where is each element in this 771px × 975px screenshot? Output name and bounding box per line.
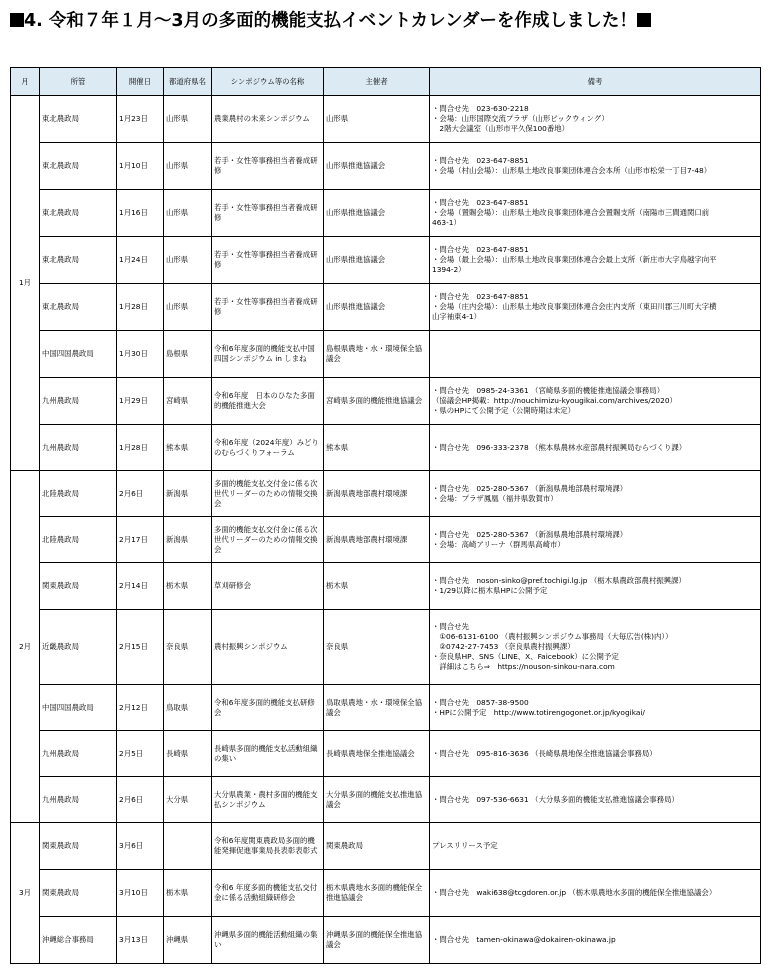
remarks-cell: [430, 731, 761, 777]
date-cell: 1月23日: [117, 96, 164, 143]
prefecture-cell: 新潟県: [164, 471, 212, 517]
organizer-cell: 山形県推進協議会: [324, 143, 430, 190]
organizer-cell: 大分県多面的機能支払推進協議会: [324, 777, 430, 823]
organizer-cell: 島根県農地・水・環境保全協議会: [324, 331, 430, 378]
remark-line: ・問合せ先 023-647-8851: [432, 292, 529, 301]
prefecture-cell: [164, 823, 212, 870]
header-month: 月: [11, 68, 40, 96]
date-cell: 2月12日: [117, 685, 164, 731]
month-cell: 1月: [11, 96, 40, 471]
prefecture-cell: 大分県: [164, 777, 212, 823]
office-cell: 東北農政局: [40, 96, 117, 143]
page-title: [10, 8, 651, 34]
event-name-cell: 長崎県多面的機能支払活動組織の集い: [212, 731, 324, 777]
remark-line: 2階大会議室（山形市平久保100番地）: [432, 124, 570, 133]
organizer-cell: 沖縄県多面的機能保全推進協議会: [324, 917, 430, 964]
date-cell: 2月5日: [117, 731, 164, 777]
prefecture-cell: 島根県: [164, 331, 212, 378]
office-cell: 九州農政局: [40, 731, 117, 777]
date-cell: 1月28日: [117, 425, 164, 471]
table-row: [11, 517, 761, 563]
header-remarks: 備考: [430, 68, 761, 96]
date-cell: 1月16日: [117, 190, 164, 237]
table-row: [11, 143, 761, 190]
organizer-cell: 鳥取県農地・水・環境保全協議会: [324, 685, 430, 731]
remarks-cell: [430, 917, 761, 964]
office-cell: 沖縄総合事務局: [40, 917, 117, 964]
event-name-cell: 若手・女性等事務担当者養成研修: [212, 284, 324, 331]
office-cell: 九州農政局: [40, 425, 117, 471]
remark-line: ・会場（置賜会場）：山形県土地改良事業団体連合会置賜支所（南陽市三間通関口前: [432, 208, 710, 217]
remark-line[interactable]: ・問合せ先 tamen-okinawa@dokairen-okinawa.jp: [432, 935, 616, 944]
office-cell: 九州農政局: [40, 378, 117, 425]
remark-line[interactable]: ・問合せ先 waki638@tcgdoren.or.jp （栃木県農地水多面的機能保全推進協議会）: [432, 888, 717, 897]
event-name-cell: 令和6年度 日本のひなた多面的機能推進大会: [212, 378, 324, 425]
month-cell: 2月: [11, 471, 40, 823]
remarks-cell: [430, 777, 761, 823]
remark-line[interactable]: （協議会HP掲載：http://nouchimizu-kyougikai.com/archives/2020）: [432, 396, 677, 405]
remark-line: ・会場：高崎アリーナ（群馬県高崎市）: [432, 539, 565, 549]
event-name-cell: 農村振興シンポジウム: [212, 610, 324, 685]
event-name-cell: 令和6年度（2024年度）みどりのむらづくりフォーラム: [212, 425, 324, 471]
organizer-cell: 山形県推進協議会: [324, 237, 430, 284]
remark-line: ①06-6131-6100 （農村振興シンポジウム事務局（大毎広告(株)内））: [432, 632, 673, 641]
remarks-cell: [430, 870, 761, 917]
event-name-cell: 令和6年度多面的機能支払中国四国シンポジウム in しまね: [212, 331, 324, 378]
office-cell: 中国四国農政局: [40, 685, 117, 731]
prefecture-cell: 山形県: [164, 190, 212, 237]
table-row: [11, 823, 761, 870]
organizer-cell: 山形県推進協議会: [324, 190, 430, 237]
table-row: [11, 331, 761, 378]
office-cell: 中国四国農政局: [40, 331, 117, 378]
remark-line: ・会場（庄内会場）：山形県土地改良事業団体連合会庄内支所（東田川郡三川町大字横: [432, 302, 717, 311]
table-row: [11, 870, 761, 917]
date-cell: 1月28日: [117, 284, 164, 331]
prefecture-cell: 鳥取県: [164, 685, 212, 731]
office-cell: 北陸農政局: [40, 471, 117, 517]
remark-line: ・奈良県HP、SNS（LINE、X、Faicebook）に公開予定: [432, 652, 619, 661]
remarks-cell: [430, 471, 761, 517]
remark-line: ・問合せ先 023-630-2218: [432, 104, 529, 113]
table-row: [11, 425, 761, 471]
prefecture-cell: 宮崎県: [164, 378, 212, 425]
event-name-cell: 令和6年度関東農政局多面的機能発揮促進事業局長表彰表彰式: [212, 823, 324, 870]
square-bullet-icon: [10, 13, 24, 27]
remark-line: ②0742-27-7453 （奈良県農村振興課）: [432, 642, 575, 651]
office-cell: 関東農政局: [40, 870, 117, 917]
organizer-cell: 栃木県農地水多面的機能保全推進協議会: [324, 870, 430, 917]
organizer-cell: 熊本県: [324, 425, 430, 471]
remark-line: ・1/29以降に栃木県HPに公開予定: [432, 586, 548, 595]
remark-line: ・問合せ先 0985-24-3361 （宮崎県多面的機能推進協議会事務局）: [432, 386, 665, 395]
date-cell: 2月6日: [117, 777, 164, 823]
organizer-cell: 山形県: [324, 96, 430, 143]
remarks-cell: [430, 331, 761, 378]
event-name-cell: 草刈研修会: [212, 563, 324, 610]
remark-line: ・問合せ先 025-280-5367 （新潟県農地部農村環境課）: [432, 529, 628, 539]
remarks-cell: [430, 425, 761, 471]
event-name-cell: 多面的機能支払交付金に係る次世代リーダーのための情報交換会: [212, 471, 324, 517]
organizer-cell: 宮崎県多面的機能推進協議会: [324, 378, 430, 425]
remarks-cell: [430, 237, 761, 284]
remark-line: ・問合せ先 0857-38-9500: [432, 697, 529, 707]
remark-line: ・会場：山形国際交流プラザ（山形ビックウィング）: [432, 114, 609, 123]
prefecture-cell: 栃木県: [164, 870, 212, 917]
remark-line: ・会場：プラザ鳳凰（福井県敦賀市）: [432, 493, 558, 503]
remark-line: ・問合せ先 096-333-2378 （熊本県農林水産部農村振興局むらづくり課）: [432, 442, 687, 452]
table-row: [11, 731, 761, 777]
prefecture-cell: 奈良県: [164, 610, 212, 685]
table-row: [11, 284, 761, 331]
table-row: [11, 917, 761, 964]
remark-line[interactable]: 詳細はこちら⇒ https://nouson-sinkou-nara.com: [432, 662, 615, 671]
remark-line: ・会場（村山会場）：山形県土地改良事業団体連合会本所（山形市松栄一丁目7-48）: [432, 166, 712, 175]
table-row: [11, 471, 761, 517]
prefecture-cell: 長崎県: [164, 731, 212, 777]
prefecture-cell: 山形県: [164, 237, 212, 284]
date-cell: 2月15日: [117, 610, 164, 685]
header-event-name: シンポジウム等の名称: [212, 68, 324, 96]
event-name-cell: 令和6 年度多面的機能支払交付金に係る活動組織研修会: [212, 870, 324, 917]
remark-line: ・会場（最上会場）：山形県土地改良事業団体連合会最上支所（新庄市大字鳥越字向平: [432, 255, 717, 264]
remark-line: ・県のHPにて公開予定（公開時期は未定）: [432, 406, 576, 415]
remark-line: 1394-2）: [432, 265, 466, 274]
event-name-cell: 農業農村の未来シンポジウム: [212, 96, 324, 143]
remark-line: 山字袖東4-1）: [432, 312, 482, 321]
remarks-cell: [430, 563, 761, 610]
office-cell: 北陸農政局: [40, 517, 117, 563]
office-cell: 東北農政局: [40, 190, 117, 237]
remark-line: プレスリリース予定: [432, 841, 498, 850]
remarks-cell: [430, 685, 761, 731]
remark-line: ・問合せ先 023-647-8851: [432, 156, 529, 165]
event-name-cell: 多面的機能支払交付金に係る次世代リーダーのための情報交換会: [212, 517, 324, 563]
organizer-cell: 奈良県: [324, 610, 430, 685]
date-cell: 1月30日: [117, 331, 164, 378]
remark-line: ・問合せ先 023-647-8851: [432, 245, 529, 254]
organizer-cell: 長崎県農地保全推進協議会: [324, 731, 430, 777]
event-name-cell: 若手・女性等事務担当者養成研修: [212, 190, 324, 237]
table-row: [11, 610, 761, 685]
organizer-cell: 栃木県: [324, 563, 430, 610]
table-row: [11, 777, 761, 823]
header-prefecture: 都道府県名: [164, 68, 212, 96]
table-row: [11, 563, 761, 610]
prefecture-cell: 山形県: [164, 143, 212, 190]
remarks-cell: [430, 143, 761, 190]
remark-line[interactable]: ・問合せ先 noson-sinko@pref.tochigi.lg.jp （栃木県農政部農村振興課）: [432, 576, 686, 585]
date-cell: 2月6日: [117, 471, 164, 517]
table-row: [11, 96, 761, 143]
event-name-cell: 沖縄県多面的機能活動組織の集い: [212, 917, 324, 964]
event-calendar-table: [10, 67, 761, 964]
prefecture-cell: 山形県: [164, 284, 212, 331]
remark-line: ・問合せ先 097-536-6631 （大分県多面的機能支払推進協議会事務局）: [432, 794, 679, 804]
office-cell: 東北農政局: [40, 284, 117, 331]
prefecture-cell: 栃木県: [164, 563, 212, 610]
table-header-row: [11, 68, 761, 96]
table-row: [11, 190, 761, 237]
square-bullet-icon: [637, 13, 651, 27]
office-cell: 関東農政局: [40, 823, 117, 870]
header-organizer: 主催者: [324, 68, 430, 96]
date-cell: 3月6日: [117, 823, 164, 870]
office-cell: 九州農政局: [40, 777, 117, 823]
remarks-cell: [430, 190, 761, 237]
office-cell: 東北農政局: [40, 237, 117, 284]
prefecture-cell: 熊本県: [164, 425, 212, 471]
organizer-cell: 山形県推進協議会: [324, 284, 430, 331]
table-row: [11, 378, 761, 425]
date-cell: 2月17日: [117, 517, 164, 563]
remarks-cell: [430, 517, 761, 563]
remarks-cell: [430, 96, 761, 143]
organizer-cell: 新潟県農地部農村環境課: [324, 517, 430, 563]
date-cell: 2月14日: [117, 563, 164, 610]
header-date: 開催日: [117, 68, 164, 96]
event-name-cell: 若手・女性等事務担当者養成研修: [212, 143, 324, 190]
date-cell: 3月10日: [117, 870, 164, 917]
office-cell: 東北農政局: [40, 143, 117, 190]
prefecture-cell: 山形県: [164, 96, 212, 143]
organizer-cell: 関東農政局: [324, 823, 430, 870]
prefecture-cell: 沖縄県: [164, 917, 212, 964]
month-cell: 3月: [11, 823, 40, 964]
date-cell: 1月24日: [117, 237, 164, 284]
office-cell: 近畿農政局: [40, 610, 117, 685]
table-row: [11, 237, 761, 284]
remark-line[interactable]: ・HPに公開予定 http://www.totirengogonet.or.jp/kyogikai/: [432, 707, 645, 717]
prefecture-cell: 新潟県: [164, 517, 212, 563]
remark-line: ・問合せ先 025-280-5367 （新潟県農地部農村環境課）: [432, 483, 628, 493]
remark-line: ・問合せ先 023-647-8851: [432, 198, 529, 207]
header-office: 所管: [40, 68, 117, 96]
date-cell: 1月29日: [117, 378, 164, 425]
table-row: [11, 685, 761, 731]
event-name-cell: 大分県農業・農村多面的機能支払シンポジウム: [212, 777, 324, 823]
remarks-cell: [430, 823, 761, 870]
event-name-cell: 若手・女性等事務担当者養成研修: [212, 237, 324, 284]
date-cell: 1月10日: [117, 143, 164, 190]
remark-line: ・問合せ先 095-816-3636 （長崎県農地保全推進協議会事務局）: [432, 748, 657, 758]
organizer-cell: 新潟県農地部農村環境課: [324, 471, 430, 517]
date-cell: 3月13日: [117, 917, 164, 964]
remarks-cell: [430, 284, 761, 331]
office-cell: 関東農政局: [40, 563, 117, 610]
remarks-cell: [430, 610, 761, 685]
remarks-cell: [430, 378, 761, 425]
event-name-cell: 令和6年度多面的機能支払研修会: [212, 685, 324, 731]
remark-line: 463-1）: [432, 218, 461, 227]
table-body: [11, 96, 761, 964]
remark-line: ・問合せ先: [432, 622, 469, 631]
page-title-text: 4. 令和７年１月～3月の多面的機能支払イベントカレンダーを作成しました！: [24, 11, 637, 31]
